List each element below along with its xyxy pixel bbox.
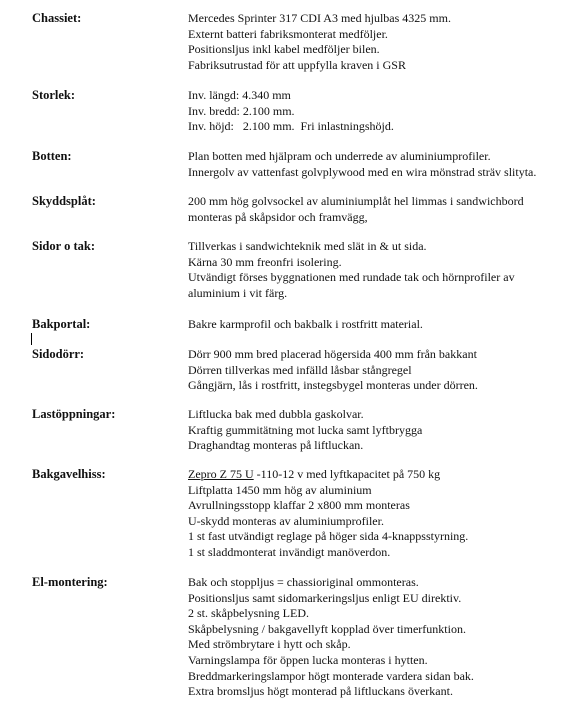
- section-line: [188, 467, 578, 483]
- section-line: Tillverkas i sandwichteknik med slät in & ut sida.: [188, 239, 427, 253]
- section-line: Fabriksutrustad för att uppfylla kraven i GSR: [188, 57, 406, 72]
- section-line-rest: -110-12 v med lyftkapacitet på 750 kg: [253, 467, 441, 481]
- section-line: Gångjärn, lås i rostfritt, instegsbygel monteras under dörren.: [188, 378, 478, 393]
- section-label: Bakportal:: [32, 317, 91, 331]
- section-line: Utvändigt förses byggnationen med rundade tak och hörnprofiler av: [188, 270, 515, 285]
- section-line: Draghandtag monteras på liftluckan.: [188, 438, 364, 453]
- section-line: 1 st sladdmonterat invändigt manöverdon.: [188, 544, 391, 559]
- section-label: Sidor o tak:: [32, 239, 95, 253]
- section-line: Extra bromsljus högt monterad på liftluckans överkant.: [188, 684, 453, 699]
- section-line: 2 st. skåpbelysning LED.: [188, 606, 309, 621]
- section-line: Dörren tillverkas med infälld låsbar stångregel: [188, 362, 412, 377]
- section-line: Dörr 900 mm bred placerad högersida 400 mm från bakkant: [188, 347, 477, 361]
- section-line: Skåpbelysning / bakgavellyft kopplad över timerfunktion.: [188, 621, 466, 636]
- section-label: Botten:: [32, 149, 72, 163]
- section-line: U-skydd monteras av aluminiumprofiler.: [188, 513, 384, 528]
- section-line: Inv. bredd: 2.100 mm.: [188, 103, 295, 118]
- section-label: Storlek:: [32, 88, 76, 102]
- section-label: Sidodörr:: [32, 347, 85, 361]
- section-label: Skyddsplåt:: [32, 194, 96, 208]
- section-line: Mercedes Sprinter 317 CDI A3 med hjulbas 4325 mm.: [188, 11, 451, 25]
- section-line: Kärna 30 mm freonfri isolering.: [188, 254, 342, 269]
- text-cursor: [31, 333, 32, 345]
- section-line: Plan botten med hjälpram och underrede av aluminiumprofiler.: [188, 149, 491, 163]
- section-line: monteras på skåpsidor och framvägg,: [188, 209, 368, 224]
- section-line: Externt batteri fabriksmonterat medföljer.: [188, 26, 388, 41]
- section-line: Avrullningsstopp klaffar 2 x800 mm monteras: [188, 498, 410, 513]
- section-line: Innergolv av vattenfast golvplywood med en wira mönstrad sträv slityta.: [188, 164, 537, 179]
- section-label: El-montering:: [32, 575, 108, 589]
- section-line: Inv. längd: 4.340 mm: [188, 88, 291, 102]
- section-line: Inv. höjd: 2.100 mm. Fri inlastningshöjd.: [188, 119, 394, 134]
- section-line: Liftlucka bak med dubbla gaskolvar.: [188, 407, 364, 421]
- product-link[interactable]: Zepro Z 75 U: [188, 467, 254, 481]
- section-line: 200 mm hög golvsockel av aluminiumplåt hel limmas i sandwichbord: [188, 194, 524, 208]
- section-line: Bakre karmprofil och bakbalk i rostfritt material.: [188, 317, 423, 331]
- section-line: Positionsljus samt sidomarkeringsljus enligt EU direktiv.: [188, 590, 462, 605]
- section-line: 1 st fast utvändigt reglage på höger sida 4-knappsstyrning.: [188, 529, 469, 544]
- section-line: aluminium i vit färg.: [188, 285, 288, 300]
- section-label: Lastöppningar:: [32, 407, 116, 421]
- section-line: Positionsljus inkl kabel medföljer bilen.: [188, 42, 380, 57]
- section-line: Varningslampa för öppen lucka monteras i hytten.: [188, 652, 428, 667]
- section-line: Liftplatta 1450 mm hög av aluminium: [188, 482, 372, 497]
- section-label: Chassiet:: [32, 11, 82, 25]
- section-label: Bakgavelhiss:: [32, 467, 106, 481]
- section-line: Breddmarkeringslampor högt monterade vardera sidan bak.: [188, 668, 474, 683]
- section-line: Kraftig gummitätning mot lucka samt lyftbrygga: [188, 422, 423, 437]
- section-line: Med strömbrytare i hytt och skåp.: [188, 637, 351, 652]
- section-line: Bak och stoppljus = chassioriginal ommonteras.: [188, 575, 419, 589]
